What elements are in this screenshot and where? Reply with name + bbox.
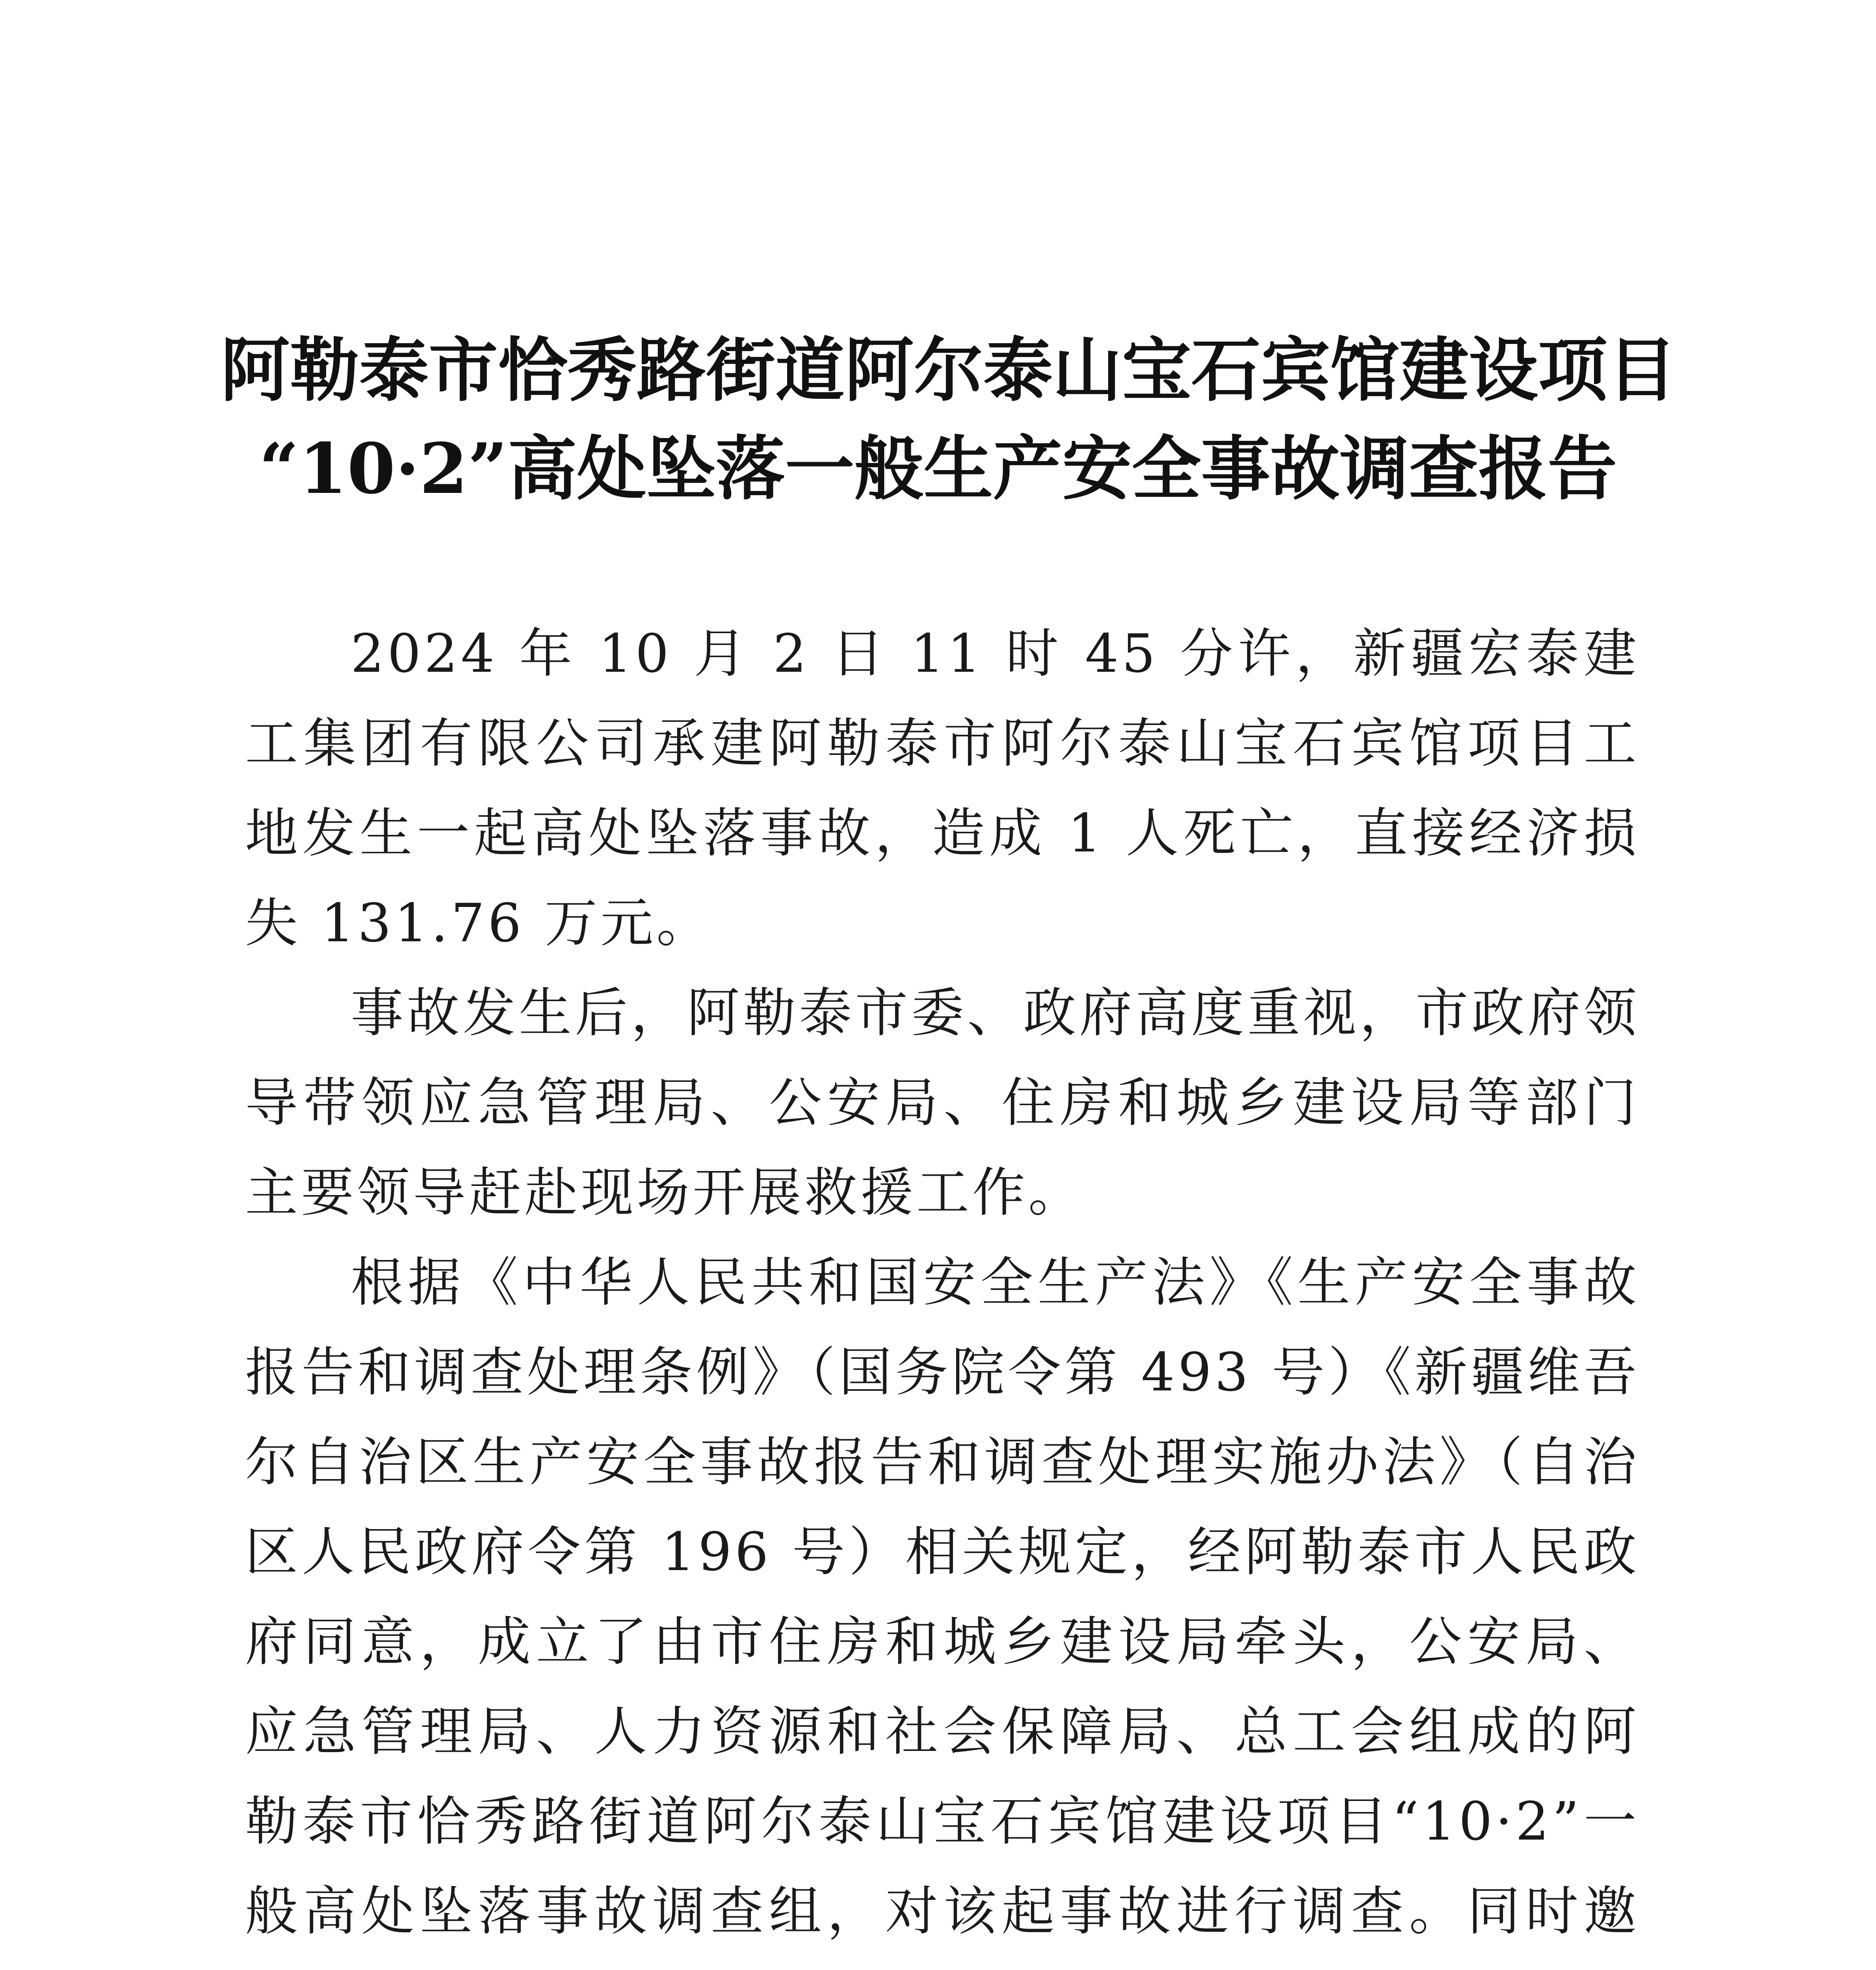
document-title-line-2: “10·2”高处坠落一般生产安全事故调查报告 <box>259 428 1617 509</box>
document-title-line-1: 阿勒泰市恰秀路街道阿尔泰山宝石宾馆建设项目 <box>221 329 1677 411</box>
paragraph-incident-summary: 2024 年 10 月 2 日 11 时 45 分许，新疆宏泰建工集团有限公司承建阿勒泰市阿尔泰山宝石宾馆项目工地发生一起高处坠落事故，造成 1 人死亡，直接经济损失 131.76 万元。 <box>245 623 1640 954</box>
paragraph-investigation-basis: 根据《中华人民共和国安全生产法》《生产安全事故报告和调查处理条例》（国务院令第 493 号）《新疆维吾尔自治区生产安全事故报告和调查处理实施办法》（自治区人民政府令第 196 号）相关规定，经阿勒泰市人民政府同意，成立了由市住房和城乡建设局牵头，公安局、应急管理局、人力资源和社会保障局、总工会组成的阿勒泰市恰秀路街道阿尔泰山宝石宾馆建设项目“10·2”一般高处坠落事故调查组，对该起事故进行调查。同时邀 <box>245 1252 1640 1942</box>
paragraph-response: 事故发生后，阿勒泰市委、政府高度重视，市政府领导带领应急管理局、公安局、住房和城乡建设局等部门主要领导赶赴现场开展救援工作。 <box>245 982 1640 1223</box>
document-body <box>245 609 1640 1970</box>
